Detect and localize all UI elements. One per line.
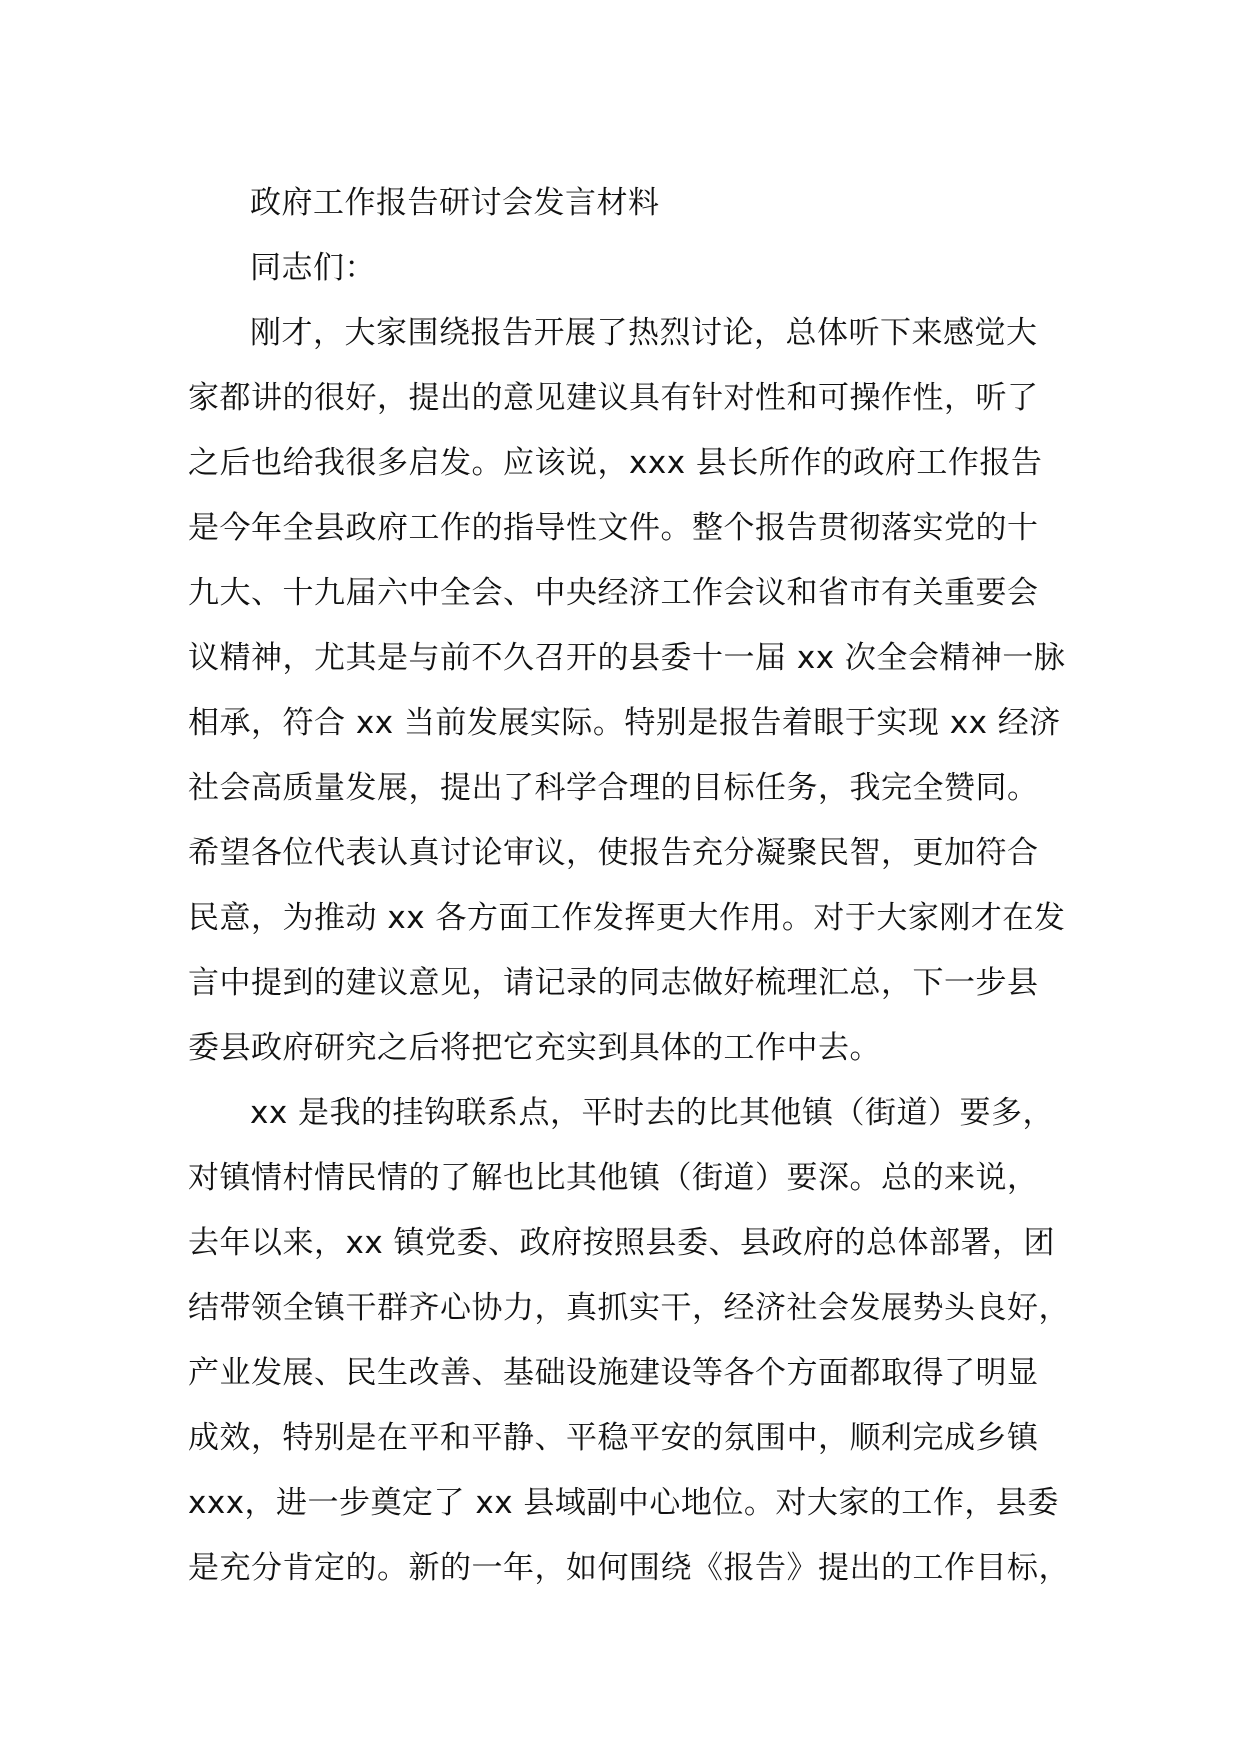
text-line: 社会高质量发展，提出了科学合理的目标任务，我完全赞同。 [188, 770, 1039, 806]
text-line: 相承，符合 xx 当前发展实际。特别是报告着眼于实现 xx 经济 [188, 705, 1061, 741]
text-line: 家都讲的很好，提出的意见建议具有针对性和可操作性，听了 [188, 380, 1039, 416]
text-line: 之后也给我很多启发。应该说，xxx 县长所作的政府工作报告 [188, 445, 1043, 481]
text-line: 委县政府研究之后将把它充实到具体的工作中去。 [188, 1030, 881, 1066]
text-line: 九大、十九届六中全会、中央经济工作会议和省市有关重要会 [188, 575, 1039, 611]
text-line: xx 是我的挂钩联系点，平时去的比其他镇（街道）要多， [250, 1095, 1055, 1131]
text-line: 民意，为推动 xx 各方面工作发挥更大作用。对于大家刚才在发 [188, 900, 1066, 936]
body-text [188, 301, 1078, 1601]
text-line: 言中提到的建议意见，请记录的同志做好梳理汇总，下一步县 [188, 965, 1039, 1001]
text-line: 希望各位代表认真讨论审议，使报告充分凝聚民智，更加符合 [188, 835, 1039, 871]
text-line: 议精神，尤其是与前不久召开的县委十一届 xx 次全会精神一脉 [188, 640, 1066, 676]
text-line: 是今年全县政府工作的指导性文件。整个报告贯彻落实党的十 [188, 510, 1039, 546]
text-line: xxx，进一步奠定了 xx 县域副中心地位。对大家的工作，县委 [188, 1485, 1059, 1521]
salutation: 同志们： [250, 250, 376, 286]
text-line: 成效，特别是在平和平静、平稳平安的氛围中，顺利完成乡镇 [188, 1420, 1039, 1456]
document-title: 政府工作报告研讨会发言材料 [250, 185, 660, 221]
text-line: 是充分肯定的。新的一年，如何围绕《报告》提出的工作目标， [188, 1550, 1070, 1586]
text-line: 刚才，大家围绕报告开展了热烈讨论，总体听下来感觉大 [250, 315, 1038, 351]
text-line: 对镇情村情民情的了解也比其他镇（街道）要深。总的来说， [188, 1160, 1039, 1196]
text-line: 结带领全镇干群齐心协力，真抓实干，经济社会发展势头良好， [188, 1290, 1070, 1326]
document-body [188, 171, 1078, 1601]
text-line: 去年以来，xx 镇党委、政府按照县委、县政府的总体部署，团 [188, 1225, 1056, 1261]
text-line: 产业发展、民生改善、基础设施建设等各个方面都取得了明显 [188, 1355, 1039, 1391]
